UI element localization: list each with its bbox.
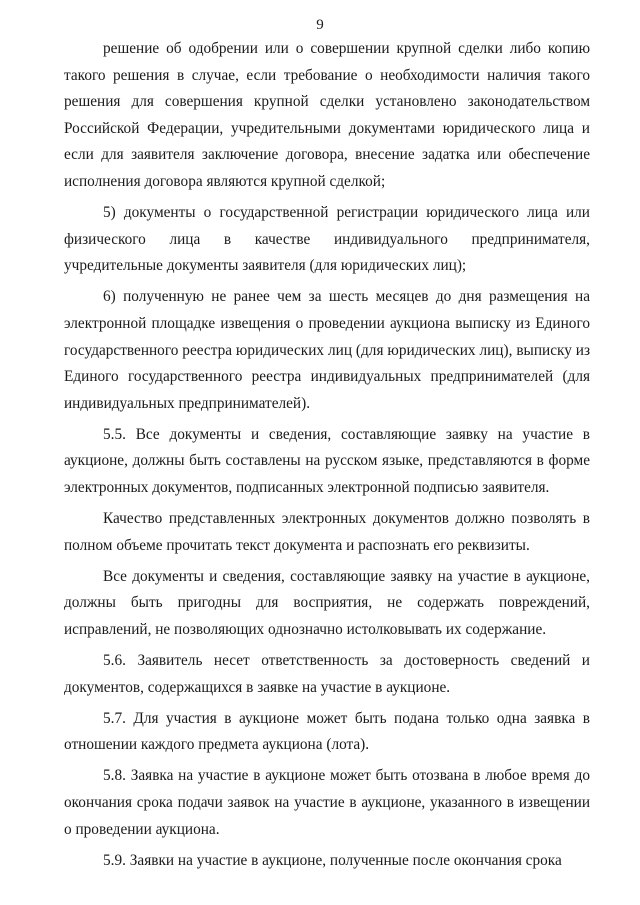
page-number: 9	[316, 17, 324, 33]
paragraph-5-6: 5.6. Заявитель несет ответственность за достоверность сведений и документов, содержащихся в заявке на участие в аукционе.	[64, 652, 590, 696]
paragraph-item-6: 6) полученную не ранее чем за шесть месяцев до дня размещения на электронной площадке извещения о проведении аукциона выписку из Единого государственного реестра юридических лиц (для юридических лиц), выписку из Единого государственного реестра индивидуальных предпринимателей (для индивидуальных предпринимателей).	[64, 288, 590, 412]
paragraph-all-documents: Все документы и сведения, составляющие заявку на участие в аукционе, должны быть пригодны для восприятия, не содержать повреждений, исправлений, не позволяющих однозначно истолковывать их содержание.	[64, 567, 590, 638]
paragraph-quality: Качество представленных электронных документов должно позволять в полном объеме прочитать текст документа и распознать его реквизиты.	[64, 510, 590, 554]
paragraph-5-8: 5.8. Заявка на участие в аукционе может быть отозвана в любое время до окончания срока подачи заявок на участие в аукционе, указанного в извещении о проведении аукциона.	[64, 767, 590, 838]
document-body	[64, 36, 590, 879]
paragraph-item-5: 5) документы о государственной регистрации юридического лица или физического лица в качестве индивидуального предпринимателя, учредительные документы заявителя (для юридических лиц);	[64, 204, 590, 275]
paragraph-5-7: 5.7. Для участия в аукционе может быть подана только одна заявка в отношении каждого предмета аукциона (лота).	[64, 709, 590, 754]
paragraph-continuation: решение об одобрении или о совершении крупной сделки либо копию такого решения в случае, если требование о необходимости наличия такого решения для совершения крупной сделки установлено законодательством Российской Федерации, учредительными документами юридического лица и если для заявителя заключение договора, внесение задатка или обеспечение исполнения договора являются крупной сделкой;	[64, 40, 590, 190]
paragraph-5-5: 5.5. Все документы и сведения, составляющие заявку на участие в аукционе, должны быть составлены на русском языке, представляются в форме электронных документов, подписанных электронной подписью заявителя.	[64, 425, 590, 496]
paragraph-5-9: 5.9. Заявки на участие в аукционе, полученные после окончания срока	[103, 851, 562, 869]
